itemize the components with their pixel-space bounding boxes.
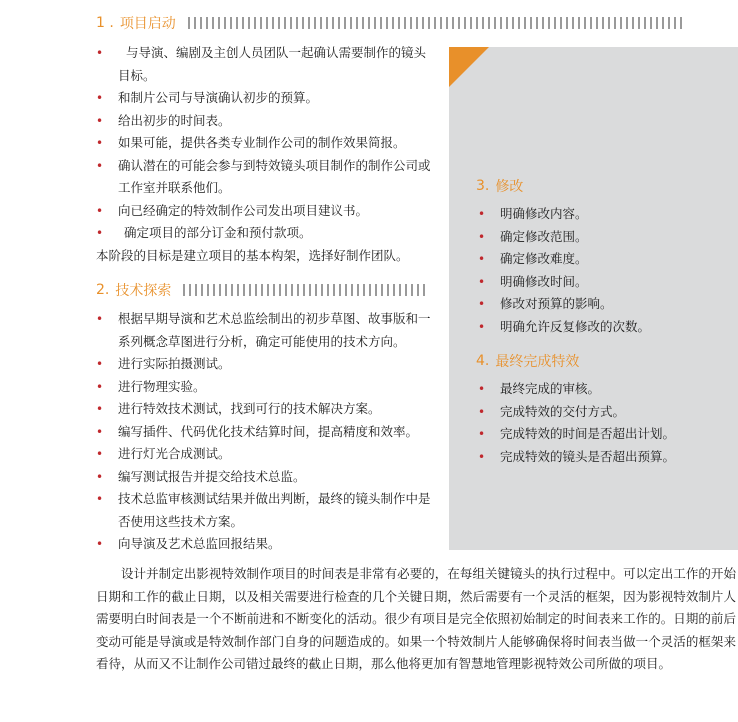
section-number: 3. [476,178,490,194]
bullet-icon: • [96,379,104,394]
list-item: • 给出初步的时间表。 [96,110,434,133]
section-2-heading [96,280,427,300]
list-item: • 技术总监审核测试结果并做出判断，最终的镜头制作中是否使用这些技术方案。 [96,488,436,533]
list-item: • 向已经确定的特效制作公司发出项目建议书。 [96,200,434,223]
bullet-icon: • [96,469,104,484]
list-item: • 确认潜在的可能会参与到特效镜头项目制作的制作公司或工作室并联系他们。 [96,155,434,200]
bullet-icon: • [96,424,104,439]
section-3-list [478,203,728,338]
body-paragraph: 设计并制定出影视特效制作项目的时间表是非常有必要的，在每组关键镜头的执行过程中。可以定出工作的开始日期和工作的截止日期，以及相关需要进行检查的几个关键日期，然后需要有一个灵活的框架，因为影视特效制片人需要明白时间表是一个不断前进和不断变化的活动。很少有项目是完全依照初始制定的时间表来工作的。日期的前后变动可能是导演或是特效制作部门自身的问题造成的。如果一个特效制片人能够确保将时间表当做一个灵活的框架来看待，从而又不让制作公司错过最终的截止日期，那么他将更加有智慧地管理影视特效公司所做的项目。 [96,566,736,671]
corner-accent [449,47,489,87]
list-item: • 进行特效技术测试，找到可行的技术解决方案。 [96,398,436,421]
section-title: 修改 [495,179,524,195]
section-title: 项目启动 [119,16,176,32]
list-item: • 完成特效的镜头是否超出预算。 [478,446,728,469]
list-item: • 确定修改难度。 [478,248,728,271]
section-title: 技术探索 [115,283,172,299]
bullet-icon: • [96,402,104,416]
section-1-list [96,42,434,245]
bullet-icon: • [96,158,104,173]
list-item: • 根据早期导演和艺术总监绘制出的初步草图、故事版和一系列概念草图进行分析，确定可能使用的技术方向。 [96,308,436,353]
section-number: 4. [476,353,490,369]
section-1-heading [96,13,686,33]
section-3-heading [476,176,523,196]
bullet-icon: • [96,113,104,128]
bullet-icon: • [96,46,104,60]
list-item: • 进行实际拍摄测试。 [96,353,436,376]
section-number: 1 . [96,15,114,31]
section-4-list [478,378,728,468]
bullet-icon: • [478,427,486,441]
bullet-icon: • [96,91,104,105]
bullet-icon: • [478,449,486,464]
list-item: • 进行灯光合成测试。 [96,443,436,466]
list-item: • 明确修改内容。 [478,203,728,226]
list-item: • 确定项目的部分订金和预付款项。 [96,222,434,245]
bullet-icon: • [96,203,104,218]
list-item: • 编写测试报告并提交给技术总监。 [96,466,436,489]
bullet-icon: • [96,357,104,371]
bullet-icon: • [478,382,486,396]
tick-decoration [183,284,427,296]
list-item: • 进行物理实验。 [96,376,436,399]
bullet-icon: • [478,207,486,221]
section-2-list [96,308,436,556]
list-item: • 明确修改时间。 [478,271,728,294]
bullet-icon: • [96,312,104,326]
bullet-icon: • [96,492,104,506]
bullet-icon: • [478,319,486,334]
bullet-icon: • [96,226,104,240]
bullet-icon: • [96,447,104,461]
bullet-icon: • [478,252,486,266]
section-number: 2. [96,282,110,298]
bullet-icon: • [96,136,104,150]
list-item: • 和制片公司与导演确认初步的预算。 [96,87,434,110]
list-item: • 如果可能，提供各类专业制作公司的制作效果简报。 [96,132,434,155]
list-item: • 明确允许反复修改的次数。 [478,316,728,339]
section-1-summary: 本阶段的目标是建立项目的基本构架，选择好制作团队。 [96,248,409,263]
bullet-icon: • [96,537,104,551]
list-item: • 确定修改范围。 [478,226,728,249]
list-item: • 修改对预算的影响。 [478,293,728,316]
list-item: • 向导演及艺术总监回报结果。 [96,533,436,556]
section-title: 最终完成特效 [495,354,580,370]
bullet-icon: • [478,274,486,289]
list-item: • 最终完成的审核。 [478,378,728,401]
section-4-heading [476,351,579,371]
list-item: • 与导演、编剧及主创人员团队一起确认需要制作的镜头目标。 [96,42,434,87]
list-item: • 编写插件、代码优化技术结算时间，提高精度和效率。 [96,421,436,444]
tick-decoration [188,17,686,29]
list-item: • 完成特效的交付方式。 [478,401,728,424]
list-item: • 完成特效的时间是否超出计划。 [478,423,728,446]
bullet-icon: • [478,404,486,419]
bullet-icon: • [478,297,486,311]
bullet-icon: • [478,229,486,244]
